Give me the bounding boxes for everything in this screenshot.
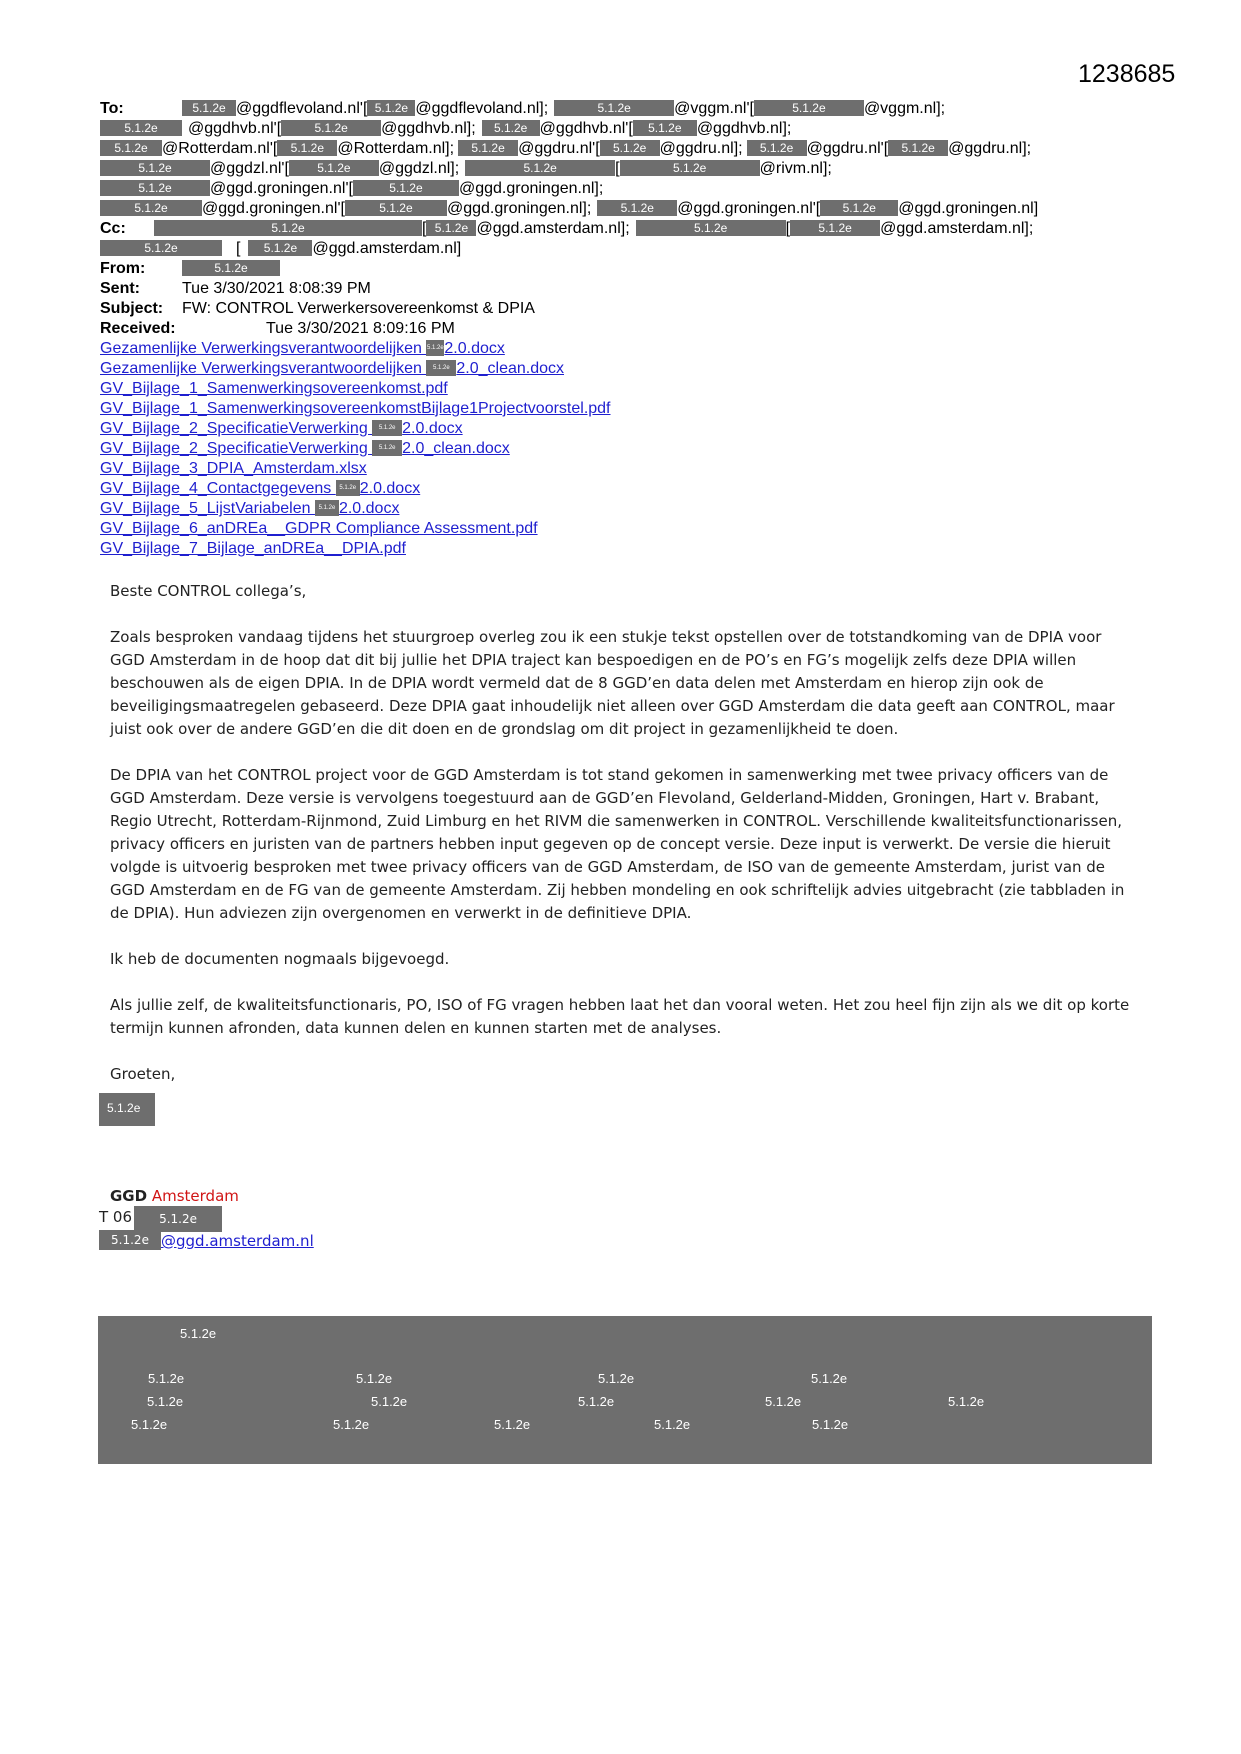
redaction: 5.1.2e xyxy=(600,140,660,156)
redaction: 5.1.2e xyxy=(598,1371,635,1386)
to-address: @ggd.groningen.nl]; xyxy=(446,200,592,217)
redaction: 5.1.2e xyxy=(426,340,444,356)
redaction: 5.1.2e xyxy=(367,100,415,116)
to-address: @ggdhvb.nl'[ xyxy=(188,120,282,137)
to-line-1 xyxy=(100,100,945,118)
attachment-link[interactable]: GV_Bijlage_2_SpecificatieVerwerking 5.1.2e 2.0_clean.docx xyxy=(100,440,510,457)
redaction: 5.1.2e xyxy=(372,420,402,436)
redaction: 5.1.2e xyxy=(747,140,807,156)
subject-line xyxy=(100,300,535,318)
cc-line-2 xyxy=(100,240,461,258)
subject-label: Subject: xyxy=(100,300,164,317)
to-address: @Rotterdam.nl'[ xyxy=(162,140,278,157)
sent-line xyxy=(100,280,371,298)
redaction: 5.1.2e xyxy=(554,100,674,116)
attachment-link[interactable]: GV_Bijlage_1_Samenwerkingsovereenkomst.pdf xyxy=(100,380,448,397)
redaction: 5.1.2e xyxy=(182,260,280,276)
redaction: 5.1.2e xyxy=(636,220,786,236)
to-address: @ggdzl.nl'[ xyxy=(210,160,289,177)
to-address: @vggm.nl]; xyxy=(863,100,946,117)
to-address: @vggm.nl'[ xyxy=(674,100,754,117)
to-address: @ggdru.nl]; xyxy=(659,140,743,157)
closing: Groeten, xyxy=(110,1065,176,1083)
to-line-5 xyxy=(100,180,603,198)
attachment-link[interactable]: GV_Bijlage_6_anDREa__GDPR Compliance Assessment.pdf xyxy=(100,520,538,537)
to-line-4 xyxy=(100,160,832,178)
attachment-link[interactable]: GV_Bijlage_7_Bijlage_anDREa__DPIA.pdf xyxy=(100,540,406,557)
to-line-2 xyxy=(100,120,791,138)
redaction: 5.1.2e xyxy=(154,220,422,236)
attachment-link[interactable]: GV_Bijlage_1_SamenwerkingsovereenkomstBijlage1Projectvoorstel.pdf xyxy=(100,400,611,417)
redaction: 5.1.2e xyxy=(281,120,381,136)
redaction: 5.1.2e xyxy=(633,120,697,136)
to-address: @ggdhvb.nl]; xyxy=(696,120,792,137)
to-address: @ggd.groningen.nl'[ xyxy=(202,200,345,217)
redaction: 5.1.2e xyxy=(426,360,456,376)
to-line-6 xyxy=(100,200,1038,218)
to-address: @ggd.groningen.nl] xyxy=(898,200,1039,217)
redaction: 5.1.2e xyxy=(99,1093,155,1126)
cc-address: @ggd.amsterdam.nl] xyxy=(312,240,462,257)
paragraph-2: De DPIA van het CONTROL project voor de GGD Amsterdam is tot stand gekomen in samenwerking met twee privacy officers van de GGD Amsterdam. Deze versie is vervolgens toegestuurd aan de GGD’en Flevoland, Gelderland-Midden, Groningen, Hart v. Brabant, Regio Utrecht, Rotterdam-Rijnmond, Zuid Limburg en het RIVM die samenwerken in CONTROL. Verschillende kwaliteitsfunctionarissen, privacy officers en juristen van de partners hebben input gegeven op de concept versie. Deze input is verwerkt. De versie die hieruit volgde is uitvoerig besproken met twee privacy officers van de GGD Amsterdam, de ISO van de gemeente Amsterdam, jurist van de GGD Amsterdam en de FG van de gemeente Amsterdam. Zij hebben mondeling en ook schriftelijk advies uitgebracht (zie tabbladen in de DPIA). Hun adviezen zijn overgenomen en verwerkt in de definitieve DPIA. xyxy=(110,766,1125,922)
to-label: To: xyxy=(100,100,124,117)
cc-address: [ xyxy=(236,240,241,257)
redaction: 5.1.2e xyxy=(345,200,447,216)
attachment-link[interactable]: GV_Bijlage_4_Contactgegevens 5.1.2e 2.0.docx xyxy=(100,480,421,497)
redaction: 5.1.2e xyxy=(356,1371,393,1386)
to-address: @ggdru.nl]; xyxy=(948,140,1032,157)
signature-email xyxy=(99,1230,314,1253)
redaction: 5.1.2e xyxy=(148,1371,185,1386)
to-address: @ggdhvb.nl'[ xyxy=(539,120,633,137)
to-address: @ggdhvb.nl]; xyxy=(381,120,476,137)
redaction: 5.1.2e xyxy=(100,160,210,176)
paragraph-3: Ik heb de documenten nogmaals bijgevoegd. xyxy=(110,950,450,968)
redaction: 5.1.2e xyxy=(812,1417,849,1432)
redaction: 5.1.2e xyxy=(494,1417,531,1432)
from-label: From: xyxy=(100,260,146,277)
greeting: Beste CONTROL collega’s, xyxy=(110,582,307,600)
redaction: 5.1.2e xyxy=(100,140,162,156)
signature-org xyxy=(110,1185,239,1208)
to-line-3 xyxy=(100,140,1031,158)
redaction: 5.1.2e xyxy=(99,1230,161,1250)
to-address: @ggd.groningen.nl]; xyxy=(458,180,604,197)
redaction: 5.1.2e xyxy=(289,160,379,176)
to-address: [ xyxy=(615,160,620,177)
signature-email-link[interactable]: @ggd.amsterdam.nl xyxy=(161,1232,314,1250)
redaction: 5.1.2e xyxy=(578,1394,615,1409)
attachment-link[interactable]: GV_Bijlage_3_DPIA_Amsterdam.xlsx xyxy=(100,460,367,477)
footer-redaction-block xyxy=(98,1316,1152,1464)
signature-org-amsterdam: Amsterdam xyxy=(151,1187,239,1205)
redaction: 5.1.2e xyxy=(277,140,337,156)
redaction: 5.1.2e xyxy=(180,1326,217,1341)
redaction: 5.1.2e xyxy=(371,1394,408,1409)
received-value: Tue 3/30/2021 8:09:16 PM xyxy=(266,320,455,337)
email-body xyxy=(110,580,1135,1086)
subject-value: FW: CONTROL Verwerkersovereenkomst & DPIA xyxy=(182,300,535,317)
sent-label: Sent: xyxy=(100,280,140,297)
redaction: 5.1.2e xyxy=(620,160,760,176)
redaction: 5.1.2e xyxy=(353,180,459,196)
phone-prefix: T 06 xyxy=(99,1208,133,1226)
redaction: 5.1.2e xyxy=(315,500,339,516)
cc-line-1 xyxy=(100,220,1033,238)
redaction: 5.1.2e xyxy=(654,1417,691,1432)
cc-address: [ xyxy=(422,220,427,237)
redaction: 5.1.2e xyxy=(100,240,222,256)
redaction: 5.1.2e xyxy=(754,100,864,116)
redaction: 5.1.2e xyxy=(820,200,898,216)
attachment-link[interactable]: GV_Bijlage_5_LijstVariabelen 5.1.2e 2.0.docx xyxy=(100,500,400,517)
received-label: Received: xyxy=(100,320,176,337)
redaction: 5.1.2e xyxy=(790,220,880,236)
redaction: 5.1.2e xyxy=(426,220,476,236)
redaction: 5.1.2e xyxy=(597,200,677,216)
paragraph-1: Zoals besproken vandaag tijdens het stuurgroep overleg zou ik een stukje tekst opstellen over de totstandkoming van de DPIA voor GGD Amsterdam in de hoop dat dit bij jullie het DPIA traject kan bespoedigen en de PO’s en FG’s mogelijk zelfs deze DPIA willen beschouwen als de eigen DPIA. In de DPIA wordt vermeld dat de 8 GGD’en data delen met Amsterdam en hierop zijn ook de beveiligingsmaatregelen gebaseerd. Deze DPIA gaat inhoudelijk niet alleen over GGD Amsterdam die data geeft aan CONTROL, maar juist ook over de andere GGD’en die dit doen en de grondslag om dit project in gezamenlijkheid te doen. xyxy=(110,628,1115,738)
redaction: 5.1.2e xyxy=(458,140,518,156)
from-line xyxy=(100,260,280,278)
to-address: @ggdflevoland.nl'[ xyxy=(236,100,368,117)
sent-value: Tue 3/30/2021 8:08:39 PM xyxy=(182,280,371,297)
redaction: 5.1.2e xyxy=(372,440,402,456)
cc-address: @ggd.amsterdam.nl]; xyxy=(880,220,1034,237)
redaction: 5.1.2e xyxy=(333,1417,370,1432)
attachment-link[interactable]: GV_Bijlage_2_SpecificatieVerwerking 5.1.2e 2.0.docx xyxy=(100,420,463,437)
to-address: @rivm.nl]; xyxy=(759,160,832,177)
to-address: @ggd.groningen.nl'[ xyxy=(210,180,353,197)
to-address: @Rotterdam.nl]; xyxy=(337,140,455,157)
redaction: 5.1.2e xyxy=(100,120,182,136)
redaction: 5.1.2e xyxy=(465,160,615,176)
redaction: 5.1.2e xyxy=(482,120,540,136)
cc-address: [ xyxy=(785,220,791,237)
to-address: @ggd.groningen.nl'[ xyxy=(677,200,821,217)
redaction: 5.1.2e xyxy=(131,1417,168,1432)
to-address: @ggdflevoland.nl]; xyxy=(415,100,549,117)
redaction: 5.1.2e xyxy=(336,480,360,496)
cc-label: Cc: xyxy=(100,220,126,237)
to-address: @ggdru.nl'[ xyxy=(806,140,889,157)
redaction: 5.1.2e xyxy=(765,1394,802,1409)
attachment-link[interactable]: Gezamenlijke Verwerkingsverantwoordelijken 5.1.2e 2.0_clean.docx xyxy=(100,360,565,377)
redaction: 5.1.2e xyxy=(100,200,202,216)
signature-org-ggd: GGD xyxy=(110,1187,148,1205)
to-address: @ggdzl.nl]; xyxy=(378,160,460,177)
signature-phone xyxy=(99,1206,222,1232)
to-address: @ggdru.nl'[ xyxy=(518,140,600,157)
redaction: 5.1.2e xyxy=(182,100,236,116)
cc-address: @ggd.amsterdam.nl]; xyxy=(476,220,630,237)
redaction: 5.1.2e xyxy=(248,240,312,256)
document-number: 1238685 xyxy=(1078,60,1176,88)
received-line xyxy=(100,320,455,338)
redaction: 5.1.2e xyxy=(948,1394,985,1409)
redaction: 5.1.2e xyxy=(888,140,948,156)
redaction: 5.1.2e xyxy=(811,1371,848,1386)
redaction: 5.1.2e xyxy=(100,180,210,196)
paragraph-4: Als jullie zelf, de kwaliteitsfunctionaris, PO, ISO of FG vragen hebben laat het dan vooral weten. Het zou heel fijn zijn als we dit op korte termijn kunnen afronden, data kunnen delen en kunnen starten met de analyses. xyxy=(110,996,1130,1037)
redaction: 5.1.2e xyxy=(134,1206,222,1232)
redaction: 5.1.2e xyxy=(147,1394,184,1409)
attachment-link[interactable]: Gezamenlijke Verwerkingsverantwoordelijken 5.1.2e2.0.docx xyxy=(100,340,505,357)
